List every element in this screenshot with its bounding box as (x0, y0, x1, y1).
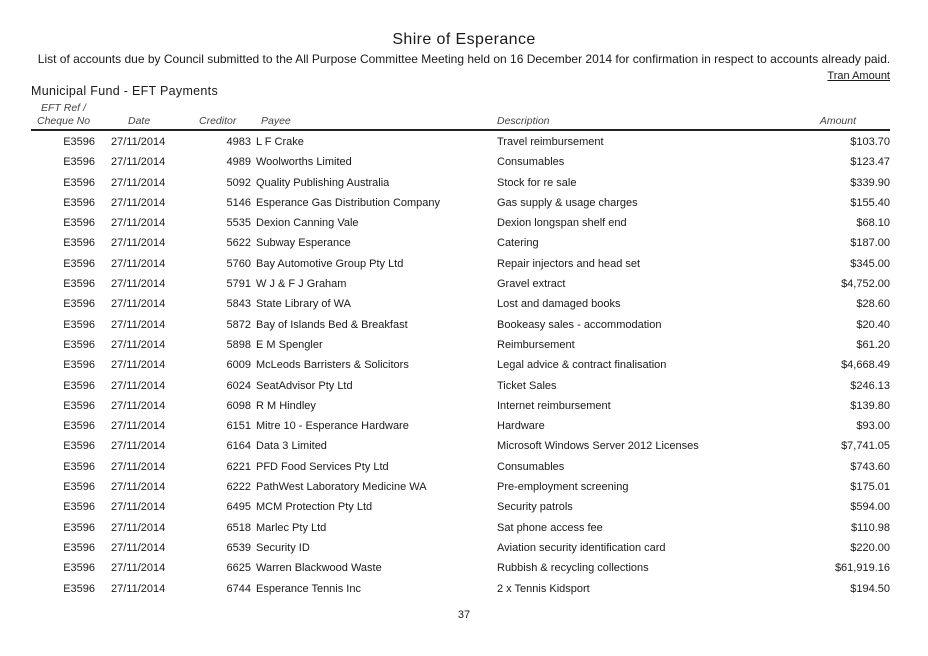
cell-ref: E3596 (63, 278, 95, 291)
cell-date: 27/11/2014 (111, 420, 166, 433)
cell-creditor: 5843 (226, 298, 251, 311)
document-title: Shire of Esperance (392, 31, 536, 48)
cell-payee: Quality Publishing Australia (256, 176, 390, 189)
cell-description: Stock for re sale (497, 176, 577, 189)
cell-ref: E3596 (63, 399, 95, 412)
cell-amount: $61,919.16 (834, 562, 890, 575)
cell-description: Internet reimbursement (497, 399, 611, 412)
cell-creditor: 5898 (226, 338, 251, 351)
cell-ref: E3596 (63, 176, 95, 189)
cell-amount: $194.50 (850, 582, 890, 595)
table-row (0, 436, 928, 456)
cell-date: 27/11/2014 (111, 460, 166, 473)
cell-date: 27/11/2014 (111, 338, 166, 351)
cell-creditor: 5872 (226, 318, 251, 331)
table-row (0, 376, 928, 396)
cell-ref: E3596 (63, 460, 95, 473)
table-row (0, 518, 928, 538)
cell-description: Consumables (497, 156, 565, 169)
payments-table (0, 132, 928, 599)
cell-payee: PathWest Laboratory Medicine WA (256, 481, 427, 494)
cell-payee: MCM Protection Pty Ltd (256, 501, 373, 514)
cell-ref: E3596 (63, 440, 95, 453)
cell-ref: E3596 (63, 217, 95, 230)
cell-creditor: 6164 (226, 440, 251, 453)
cell-creditor: 6024 (226, 379, 251, 392)
cell-description: Consumables (497, 460, 565, 473)
cell-description: Legal advice & contract finalisation (497, 359, 667, 372)
table-row (0, 173, 928, 193)
cell-amount: $175.01 (850, 481, 890, 494)
cell-description: Microsoft Windows Server 2012 Licenses (497, 440, 699, 453)
cell-amount: $594.00 (850, 501, 890, 514)
table-row (0, 132, 928, 152)
cell-date: 27/11/2014 (111, 379, 166, 392)
table-row (0, 213, 928, 233)
cell-payee: Woolworths Limited (256, 156, 352, 169)
cell-ref: E3596 (63, 481, 95, 494)
cell-amount: $110.98 (851, 521, 890, 534)
cell-creditor: 6221 (226, 460, 251, 473)
cell-payee: State Library of WA (256, 298, 351, 311)
cell-description: Catering (497, 237, 539, 250)
table-row (0, 457, 928, 477)
cell-ref: E3596 (63, 156, 95, 169)
cell-date: 27/11/2014 (111, 521, 166, 534)
tran-amount-label: Tran Amount (827, 70, 890, 82)
cell-payee: McLeods Barristers & Solicitors (256, 359, 409, 372)
cell-payee: Esperance Tennis Inc (256, 582, 361, 595)
cell-date: 27/11/2014 (111, 196, 166, 209)
cell-ref: E3596 (63, 318, 95, 331)
cell-amount: $4,668.49 (841, 359, 890, 372)
cell-ref: E3596 (63, 521, 95, 534)
cell-creditor: 5146 (226, 196, 251, 209)
table-row (0, 254, 928, 274)
table-row (0, 294, 928, 314)
cell-payee: W J & F J Graham (256, 278, 347, 291)
cell-amount: $93.00 (856, 420, 890, 433)
table-row (0, 477, 928, 497)
cell-description: Sat phone access fee (497, 521, 603, 534)
cell-ref: E3596 (63, 359, 95, 372)
cell-date: 27/11/2014 (111, 399, 166, 412)
cell-creditor: 6539 (226, 541, 251, 554)
cell-description: Gas supply & usage charges (497, 196, 638, 209)
table-row (0, 396, 928, 416)
cell-amount: $339.90 (850, 176, 890, 189)
cell-amount: $68.10 (856, 217, 890, 230)
cell-date: 27/11/2014 (111, 481, 166, 494)
col-header-creditor: Creditor (199, 115, 237, 127)
cell-payee: Bay Automotive Group Pty Ltd (256, 257, 404, 270)
cell-date: 27/11/2014 (111, 257, 166, 270)
col-header-amount: Amount (819, 115, 856, 127)
cell-creditor: 6518 (226, 521, 251, 534)
cell-payee: E M Spengler (256, 338, 323, 351)
cell-ref: E3596 (63, 196, 95, 209)
cell-payee: Bay of Islands Bed & Breakfast (256, 318, 408, 331)
cell-payee: L F Crake (256, 136, 304, 148)
table-row (0, 335, 928, 355)
cell-ref: E3596 (63, 501, 95, 514)
cell-ref: E3596 (63, 379, 95, 392)
cell-date: 27/11/2014 (111, 217, 166, 230)
cell-amount: $743.60 (850, 460, 890, 473)
cell-description: Rubbish & recycling collections (497, 562, 649, 575)
cell-description: Travel reimbursement (497, 136, 604, 148)
cell-date: 27/11/2014 (111, 562, 166, 575)
cell-ref: E3596 (63, 136, 95, 148)
col-header-ref-line2: Cheque No (37, 115, 91, 127)
col-header-description: Description (497, 115, 550, 127)
cell-date: 27/11/2014 (111, 156, 166, 169)
cell-description: Dexion longspan shelf end (497, 217, 627, 230)
cell-creditor: 5791 (226, 278, 251, 291)
cell-description: Security patrols (497, 501, 573, 514)
cell-amount: $7,741.05 (841, 440, 890, 453)
cell-payee: Esperance Gas Distribution Company (256, 196, 441, 209)
cell-amount: $345.00 (850, 257, 890, 270)
cell-description: Ticket Sales (497, 379, 557, 392)
cell-amount: $139.80 (850, 399, 890, 412)
col-header-date: Date (128, 115, 151, 127)
cell-description: Reimbursement (497, 338, 575, 351)
cell-amount: $28.60 (856, 298, 890, 311)
section-title: Municipal Fund - EFT Payments (31, 84, 219, 98)
cell-date: 27/11/2014 (111, 541, 166, 554)
cell-date: 27/11/2014 (111, 176, 166, 189)
col-header-ref-line1: EFT Ref / (41, 102, 86, 114)
table-row (0, 579, 928, 599)
table-row (0, 193, 928, 213)
cell-creditor: 6495 (226, 501, 251, 514)
cell-description: Pre-employment screening (497, 481, 629, 494)
cell-creditor: 6744 (226, 582, 251, 595)
cell-description: Aviation security identification card (497, 541, 666, 554)
table-row (0, 152, 928, 172)
cell-creditor: 6222 (226, 481, 251, 494)
cell-amount: $155.40 (850, 196, 890, 209)
cell-payee: Data 3 Limited (256, 440, 327, 453)
table-row (0, 558, 928, 578)
cell-ref: E3596 (63, 237, 95, 250)
cell-amount: $220.00 (850, 541, 890, 554)
cell-ref: E3596 (63, 420, 95, 433)
cell-amount: $61.20 (856, 338, 890, 351)
cell-creditor: 4989 (226, 156, 251, 169)
cell-creditor: 5535 (226, 217, 251, 230)
cell-description: Gravel extract (497, 278, 566, 291)
cell-creditor: 5622 (226, 237, 251, 250)
cell-payee: Warren Blackwood Waste (256, 562, 382, 575)
table-row (0, 315, 928, 335)
cell-date: 27/11/2014 (111, 440, 166, 453)
cell-amount: $20.40 (856, 318, 890, 331)
cell-ref: E3596 (63, 338, 95, 351)
cell-creditor: 6098 (226, 399, 251, 412)
table-row (0, 416, 928, 436)
cell-creditor: 4983 (226, 136, 251, 148)
cell-date: 27/11/2014 (111, 136, 166, 148)
cell-date: 27/11/2014 (111, 501, 166, 514)
cell-amount: $187.00 (850, 237, 890, 250)
cell-description: Hardware (497, 420, 545, 433)
header-divider (31, 129, 890, 131)
cell-description: Bookeasy sales - accommodation (497, 318, 662, 331)
cell-date: 27/11/2014 (111, 359, 166, 372)
cell-ref: E3596 (63, 562, 95, 575)
cell-creditor: 6009 (226, 359, 251, 372)
cell-date: 27/11/2014 (111, 582, 166, 595)
document-subtitle: List of accounts due by Council submitted to the All Purpose Committee Meeting held on 16 December 2014 for confirmation in respect to accounts already paid. (37, 52, 891, 66)
table-row (0, 355, 928, 375)
cell-amount: $123.47 (850, 156, 890, 169)
cell-date: 27/11/2014 (111, 318, 166, 331)
cell-description: Lost and damaged books (497, 298, 621, 311)
cell-date: 27/11/2014 (111, 237, 166, 250)
table-row (0, 233, 928, 253)
cell-date: 27/11/2014 (111, 298, 166, 311)
col-header-payee: Payee (261, 115, 291, 127)
cell-payee: Dexion Canning Vale (256, 217, 359, 230)
cell-creditor: 5760 (226, 257, 251, 270)
table-row (0, 274, 928, 294)
table-row (0, 497, 928, 517)
cell-description: 2 x Tennis Kidsport (497, 582, 590, 595)
cell-ref: E3596 (63, 298, 95, 311)
cell-amount: $103.70 (850, 136, 890, 148)
cell-creditor: 6151 (226, 420, 251, 433)
cell-amount: $246.13 (850, 379, 890, 392)
cell-ref: E3596 (63, 582, 95, 595)
table-row (0, 538, 928, 558)
cell-payee: Marlec Pty Ltd (256, 521, 327, 534)
cell-payee: Subway Esperance (256, 237, 351, 250)
cell-payee: PFD Food Services Pty Ltd (256, 460, 389, 473)
cell-description: Repair injectors and head set (497, 257, 641, 270)
page-number: 37 (457, 609, 471, 621)
cell-payee: Security ID (256, 541, 310, 554)
cell-payee: SeatAdvisor Pty Ltd (256, 379, 353, 392)
cell-ref: E3596 (63, 541, 95, 554)
cell-payee: R M Hindley (256, 399, 316, 412)
cell-creditor: 5092 (226, 176, 251, 189)
cell-ref: E3596 (63, 257, 95, 270)
cell-payee: Mitre 10 - Esperance Hardware (256, 420, 409, 433)
cell-amount: $4,752.00 (841, 278, 890, 291)
cell-creditor: 6625 (226, 562, 251, 575)
cell-date: 27/11/2014 (111, 278, 166, 291)
